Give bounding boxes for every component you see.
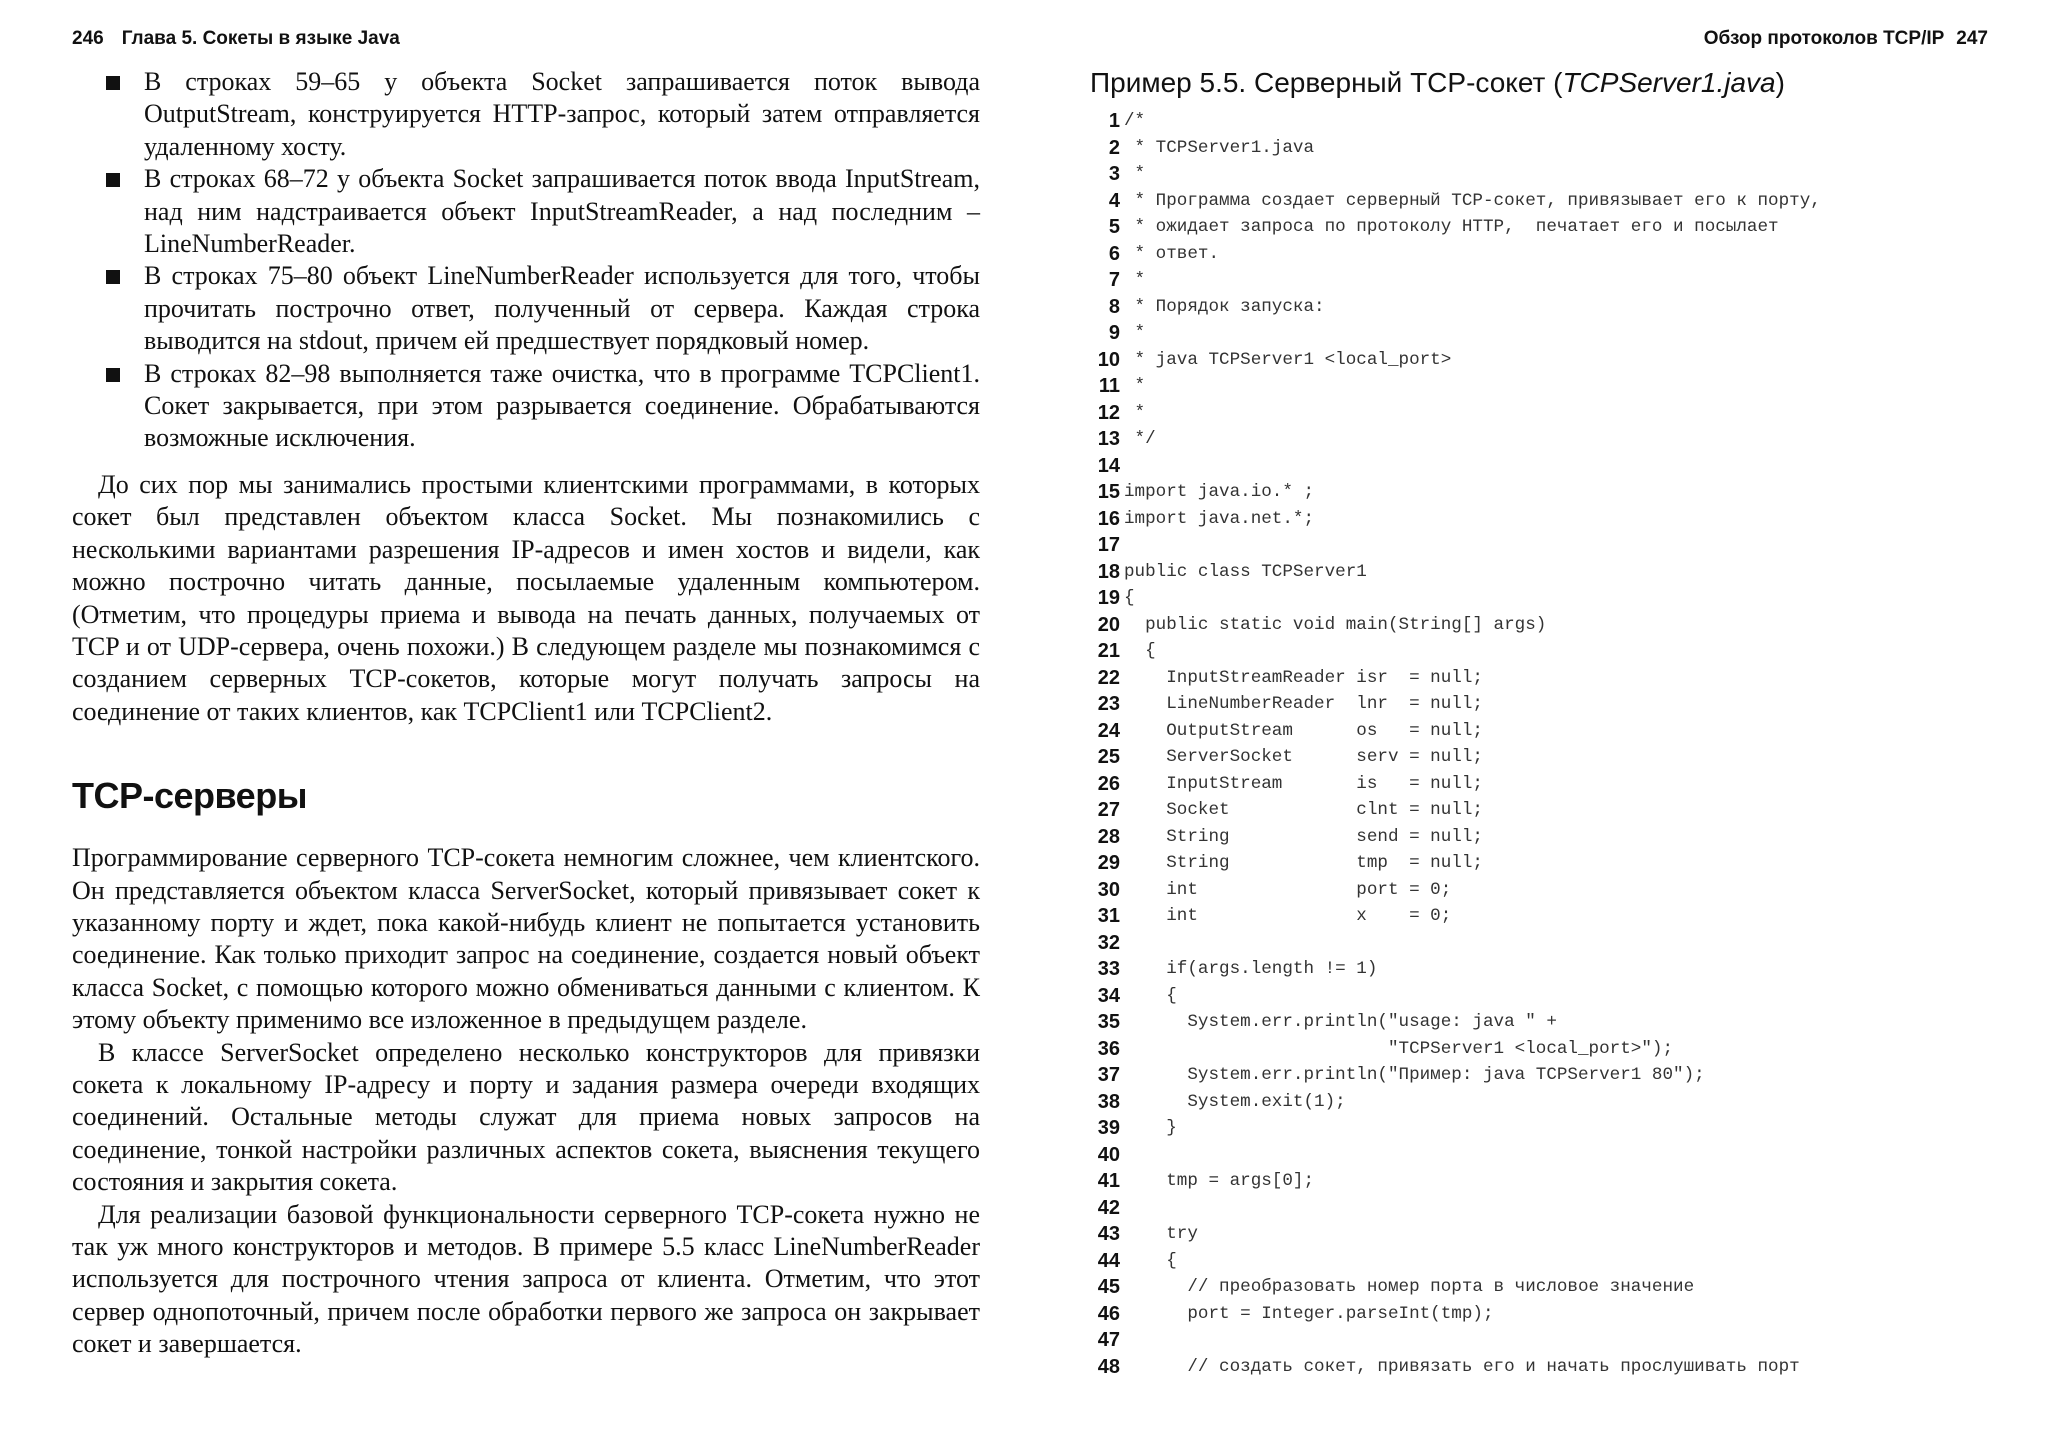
code-text: InputStreamReader isr = null; (1124, 667, 1483, 688)
code-text: Socket clnt = null; (1124, 800, 1483, 820)
code-line (1090, 771, 2010, 798)
paragraph-server-socket: Программирование серверного TCP-сокета немногим сложнее, чем клиентского. Он представляется объектом класса ServerSocket, который привязывает сокет к указанному порту и ждет, пока какой-нибудь клиент не попытается установить соединение. Как только приходит запрос на соединение, создается новый объект класса Socket, с помощью которого можно обмениваться данными с клиентом. К этому объекту применимо все изложенное в предыдущем разделе. (72, 843, 980, 1035)
line-number: 32 (1097, 931, 1120, 954)
left-running-title: Глава 5. Сокеты в языке Java (121, 28, 400, 49)
example-label: Пример 5.5. (1090, 67, 1247, 98)
line-number: 37 (1097, 1064, 1120, 1086)
line-number: 8 (1108, 295, 1120, 318)
code-line (1090, 453, 2010, 480)
code-text: if(args.length != 1) (1124, 959, 1378, 979)
code-line (1090, 532, 2010, 559)
left-page-number: 246 (72, 28, 104, 49)
code-line (1090, 559, 2010, 586)
line-number: 4 (1108, 189, 1120, 212)
line-number: 39 (1097, 1117, 1120, 1139)
line-number: 46 (1097, 1302, 1120, 1325)
line-number: 24 (1097, 719, 1120, 742)
line-number: 17 (1097, 534, 1120, 556)
code-text: int x = 0; (1124, 906, 1452, 926)
code-text: * java TCPServer1 <local_port> (1124, 349, 1452, 370)
line-number: 12 (1097, 401, 1120, 424)
example-filename: TCPServer1.java (1562, 67, 1776, 98)
line-number: 2 (1108, 136, 1120, 159)
line-number: 19 (1097, 587, 1120, 609)
code-line (1090, 1274, 2010, 1301)
line-number: 42 (1097, 1196, 1120, 1219)
code-line (1090, 188, 2010, 215)
code-line (1090, 214, 2010, 241)
line-number: 27 (1097, 799, 1120, 821)
code-text: // преобразовать номер порта в числовое значение (1124, 1277, 1695, 1297)
code-line (1090, 691, 2010, 718)
code-text: LineNumberReader lnr = null; (1124, 694, 1483, 714)
code-text: * Порядок запуска: (1124, 296, 1325, 317)
example-caption: Пример 5.5. Серверный TCP-сокет (TCPServer1.java) (1090, 67, 1785, 98)
line-number: 23 (1097, 693, 1120, 715)
code-line (1090, 903, 2010, 930)
code-text: * (1124, 323, 1146, 343)
code-text: import java.io.* ; (1124, 482, 1315, 502)
line-number: 7 (1108, 269, 1120, 291)
code-line (1090, 347, 2010, 374)
code-line (1090, 320, 2010, 347)
code-line (1090, 1036, 2010, 1063)
code-text: OutputStream os = null; (1124, 720, 1483, 741)
code-line (1090, 479, 2010, 506)
code-line (1090, 135, 2010, 162)
code-listing (1090, 108, 2010, 1380)
code-text: { (1124, 1250, 1177, 1271)
code-text: String send = null; (1124, 826, 1483, 847)
line-number: 28 (1097, 825, 1120, 848)
line-number: 10 (1097, 348, 1120, 371)
line-number: 38 (1097, 1090, 1120, 1113)
left-running-head (72, 28, 400, 50)
code-line (1090, 1354, 2010, 1381)
code-line (1090, 161, 2010, 188)
line-number: 5 (1108, 216, 1120, 238)
left-page-body (72, 66, 980, 1361)
code-line (1090, 1221, 2010, 1248)
paragraph-intro-servers: До сих пор мы занимались простыми клиентскими программами, в которых сокет был представлен объектом класса Socket. Мы познакомились с несколькими вариантами разрешения IP-адресов и имен хостов и видели, как можно построчно читать данные, посылаемые удаленным компьютером. (Отметим, что процедуры приема и вывода на печать данных, получаемых от TCP и от UDP-сервера, очень похожи.) В следующем разделе мы познакомимся с созданием серверных TCP-сокетов, которые могут получать запросы на соединение от таких клиентов, как TCPClient1 или TCPClient2. (72, 469, 980, 726)
code-line (1090, 241, 2010, 268)
line-number: 14 (1097, 454, 1120, 477)
line-number: 18 (1097, 560, 1120, 583)
code-line (1090, 267, 2010, 294)
code-line (1090, 1195, 2010, 1222)
line-number: 15 (1097, 481, 1120, 503)
bullet-list (72, 66, 980, 455)
code-line (1090, 612, 2010, 639)
line-number: 9 (1108, 322, 1120, 344)
code-line (1090, 1089, 2010, 1116)
line-number: 25 (1097, 746, 1120, 768)
code-text: * ответ. (1124, 243, 1220, 264)
code-line (1090, 797, 2010, 824)
line-number: 47 (1097, 1329, 1120, 1351)
code-text: port = Integer.parseInt(tmp); (1124, 1303, 1494, 1324)
line-number: 20 (1097, 613, 1120, 636)
code-line (1090, 665, 2010, 692)
code-text: * ожидает запроса по протоколу HTTP, печатает его и посылает (1124, 217, 1779, 237)
code-line (1090, 930, 2010, 957)
code-line (1090, 1142, 2010, 1169)
line-number: 6 (1108, 242, 1120, 265)
code-line (1090, 877, 2010, 904)
bullet-item: В строках 75–80 объект LineNumberReader используется для того, чтобы прочитать построчно ответ, полученный от сервера. Каждая строка выводится на stdout, причем ей предшествует порядковый номер. (72, 260, 980, 357)
code-text: InputStream is = null; (1124, 773, 1483, 794)
section-heading: TCP-серверы (72, 775, 307, 817)
code-line (1090, 850, 2010, 877)
code-line (1090, 983, 2010, 1010)
line-number: 33 (1097, 958, 1120, 980)
code-text: try (1124, 1224, 1198, 1244)
code-line (1090, 373, 2010, 400)
code-text: import java.net.*; (1124, 508, 1315, 529)
code-text: System.exit(1); (1124, 1091, 1346, 1112)
code-text: int port = 0; (1124, 879, 1452, 900)
code-text: System.err.println("usage: java " + (1124, 1012, 1557, 1032)
code-text: { (1124, 641, 1156, 661)
code-line (1090, 108, 2010, 135)
line-number: 31 (1097, 905, 1120, 927)
code-text: * Программа создает серверный TCP-сокет, привязывает его к порту, (1124, 190, 1821, 211)
paragraph-example-intro: Для реализации базовой функциональности серверного TCP-сокета нужно не так уж много конструкторов и методов. В примере 5.5 класс LineNumberReader используется для построчного чтения запроса от клиента. Отметим, что этот сервер однопоточный, причем после обработки первого же запроса он закрывает сокет и завершается. (72, 1199, 980, 1359)
line-number: 13 (1097, 428, 1120, 450)
code-line (1090, 426, 2010, 453)
code-line (1090, 638, 2010, 665)
line-number: 34 (1097, 984, 1120, 1007)
line-number: 35 (1097, 1011, 1120, 1033)
code-text: * (1124, 376, 1146, 396)
code-text: public class TCPServer1 (1124, 561, 1367, 582)
line-number: 40 (1097, 1143, 1120, 1166)
code-text: * (1124, 402, 1146, 423)
line-number: 26 (1097, 772, 1120, 795)
line-number: 3 (1108, 163, 1120, 185)
code-line (1090, 1301, 2010, 1328)
code-text: } (1124, 1118, 1177, 1138)
line-number: 45 (1097, 1276, 1120, 1298)
code-text: * (1124, 270, 1146, 290)
right-running-title: Обзор протоколов TCP/IP (1703, 28, 1945, 49)
line-number: 44 (1097, 1249, 1120, 1272)
code-line (1090, 956, 2010, 983)
line-number: 41 (1097, 1170, 1120, 1192)
code-text: { (1124, 588, 1135, 608)
code-text: public static void main(String[] args) (1124, 614, 1547, 635)
code-line (1090, 294, 2010, 321)
line-number: 16 (1097, 507, 1120, 530)
line-number: 43 (1097, 1223, 1120, 1245)
code-text: // создать сокет, привязать его и начать прослушивать порт (1124, 1356, 1800, 1377)
code-line (1090, 400, 2010, 427)
line-number: 48 (1097, 1355, 1120, 1378)
code-line (1090, 585, 2010, 612)
code-text: */ (1124, 429, 1156, 449)
paragraph-constructors: В классе ServerSocket определено несколько конструкторов для привязки сокета к локальному IP-адресу и порту и задания размера очереди входящих соединений. Остальные методы служат для приема новых запросов на соединение, тонкой настройки различных аспектов сокета, выяснения текущего состояния и закрытия сокета. (72, 1037, 980, 1197)
code-line (1090, 1062, 2010, 1089)
code-line (1090, 1168, 2010, 1195)
code-line (1090, 824, 2010, 851)
bullet-item: В строках 68–72 у объекта Socket запрашивается поток ввода InputStream, над ним надстраивается объект InputStreamReader, а над последним – LineNumberReader. (72, 163, 980, 260)
line-number: 21 (1097, 640, 1120, 662)
bullet-item: В строках 82–98 выполняется таже очистка, что в программе TCPClient1. Сокет закрывается, при этом разрывается соединение. Обрабатываются возможные исключения. (72, 358, 980, 455)
code-text: /* (1124, 111, 1146, 131)
code-line (1090, 1115, 2010, 1142)
bullet-item: В строках 59–65 у объекта Socket запрашивается поток вывода OutputStream, конструируется HTTP-запрос, который затем отправляется удаленному хосту. (72, 66, 980, 163)
right-page-body (1090, 66, 2010, 1380)
code-text: System.err.println("Пример: java TCPServer1 80"); (1124, 1065, 1705, 1085)
code-text: "TCPServer1 <local_port>"); (1124, 1038, 1674, 1059)
line-number: 36 (1097, 1037, 1120, 1060)
right-running-head (1704, 28, 1988, 50)
line-number: 22 (1097, 666, 1120, 689)
code-line (1090, 718, 2010, 745)
code-line (1090, 1009, 2010, 1036)
code-text: ServerSocket serv = null; (1124, 747, 1483, 767)
code-line (1090, 1248, 2010, 1275)
line-number: 30 (1097, 878, 1120, 901)
code-text: String tmp = null; (1124, 853, 1483, 873)
code-text: * (1124, 164, 1146, 184)
example-title: Серверный TCP-сокет (1254, 67, 1546, 98)
code-text: tmp = args[0]; (1124, 1171, 1315, 1191)
code-line (1090, 744, 2010, 771)
right-page-number: 247 (1956, 28, 1988, 49)
code-line (1090, 1327, 2010, 1354)
code-line (1090, 506, 2010, 533)
line-number: 29 (1097, 852, 1120, 874)
line-number: 1 (1108, 110, 1120, 132)
line-number: 11 (1098, 375, 1120, 397)
code-text: { (1124, 985, 1177, 1006)
code-text: * TCPServer1.java (1124, 137, 1315, 158)
